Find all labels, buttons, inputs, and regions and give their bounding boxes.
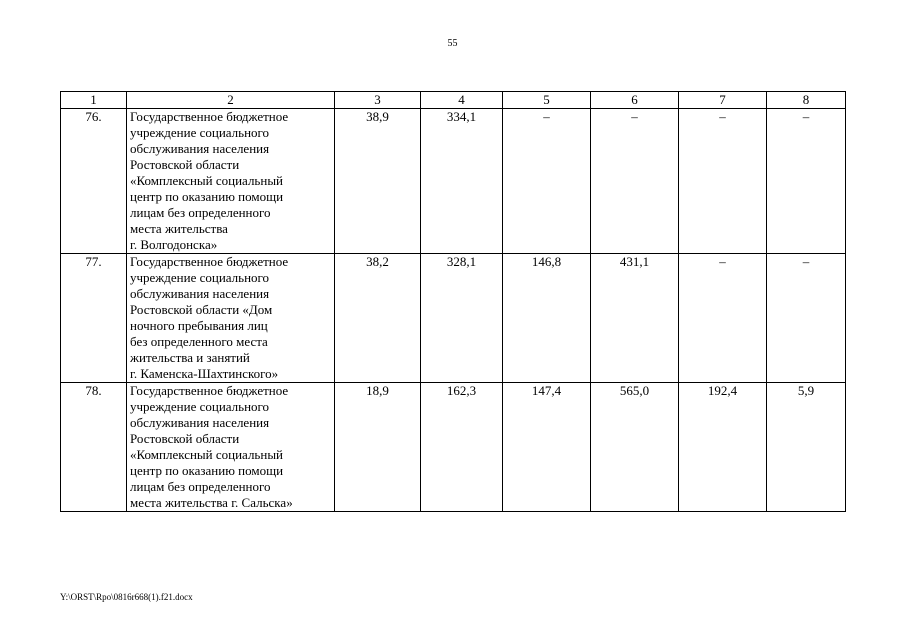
value-cell: 146,8 (503, 254, 591, 383)
data-table (60, 91, 846, 512)
institution-name (127, 254, 335, 383)
institution-name-line: обслуживания населения (130, 415, 270, 430)
institution-name-line: ночного пребывания лиц (130, 318, 268, 333)
value-cell: 162,3 (421, 383, 503, 512)
institution-name-line: учреждение социального (130, 125, 270, 140)
column-header: 8 (767, 92, 846, 109)
value-cell: – (767, 254, 846, 383)
table-row (61, 383, 846, 512)
table-row (61, 109, 846, 254)
institution-name-line: Государственное бюджетное (130, 109, 289, 124)
value-cell: 5,9 (767, 383, 846, 512)
institution-name-line: г. Волгодонска» (130, 237, 218, 252)
institution-name (127, 109, 335, 254)
column-header: 2 (127, 92, 335, 109)
institution-name-line: центр по оказанию помощи (130, 463, 284, 478)
column-header: 5 (503, 92, 591, 109)
institution-name-line: Ростовской области (130, 431, 240, 446)
value-cell: 18,9 (335, 383, 421, 512)
institution-name-line: места жительства г. Сальска» (130, 495, 293, 510)
row-number: 77. (61, 254, 127, 383)
column-header: 3 (335, 92, 421, 109)
value-cell: – (503, 109, 591, 254)
value-cell: 328,1 (421, 254, 503, 383)
institution-name-line: Государственное бюджетное (130, 383, 289, 398)
institution-name-line: «Комплексный социальный (130, 447, 284, 462)
institution-name-line: лицам без определенного (130, 205, 271, 220)
institution-name-line: лицам без определенного (130, 479, 271, 494)
table-header-row (61, 92, 846, 109)
value-cell: – (679, 109, 767, 254)
row-number: 76. (61, 109, 127, 254)
institution-name-line: «Комплексный социальный (130, 173, 284, 188)
value-cell: – (679, 254, 767, 383)
value-cell: 192,4 (679, 383, 767, 512)
institution-name-line: без определенного места (130, 334, 268, 349)
column-header: 6 (591, 92, 679, 109)
row-number: 78. (61, 383, 127, 512)
value-cell: 38,2 (335, 254, 421, 383)
institution-name-line: жительства и занятий (130, 350, 250, 365)
institution-name (127, 383, 335, 512)
institution-name-line: Ростовской области «Дом (130, 302, 273, 317)
value-cell: 431,1 (591, 254, 679, 383)
value-cell: 38,9 (335, 109, 421, 254)
institution-name-line: г. Каменска-Шахтинского» (130, 366, 279, 381)
institution-name-line: Ростовской области (130, 157, 240, 172)
column-header: 4 (421, 92, 503, 109)
footer-file-path: Y:\ORST\Rpo\0816r668(1).f21.docx (60, 592, 193, 602)
value-cell: 334,1 (421, 109, 503, 254)
institution-name-line: учреждение социального (130, 270, 270, 285)
table-row (61, 254, 846, 383)
institution-name-line: Государственное бюджетное (130, 254, 289, 269)
institution-name-line: обслуживания населения (130, 141, 270, 156)
value-cell: 565,0 (591, 383, 679, 512)
institution-name-line: центр по оказанию помощи (130, 189, 284, 204)
institution-name-line: места жительства (130, 221, 228, 236)
institution-name-line: обслуживания населения (130, 286, 270, 301)
value-cell: – (767, 109, 846, 254)
column-header: 1 (61, 92, 127, 109)
value-cell: 147,4 (503, 383, 591, 512)
value-cell: – (591, 109, 679, 254)
column-header: 7 (679, 92, 767, 109)
page-number: 55 (447, 38, 458, 49)
institution-name-line: учреждение социального (130, 399, 270, 414)
